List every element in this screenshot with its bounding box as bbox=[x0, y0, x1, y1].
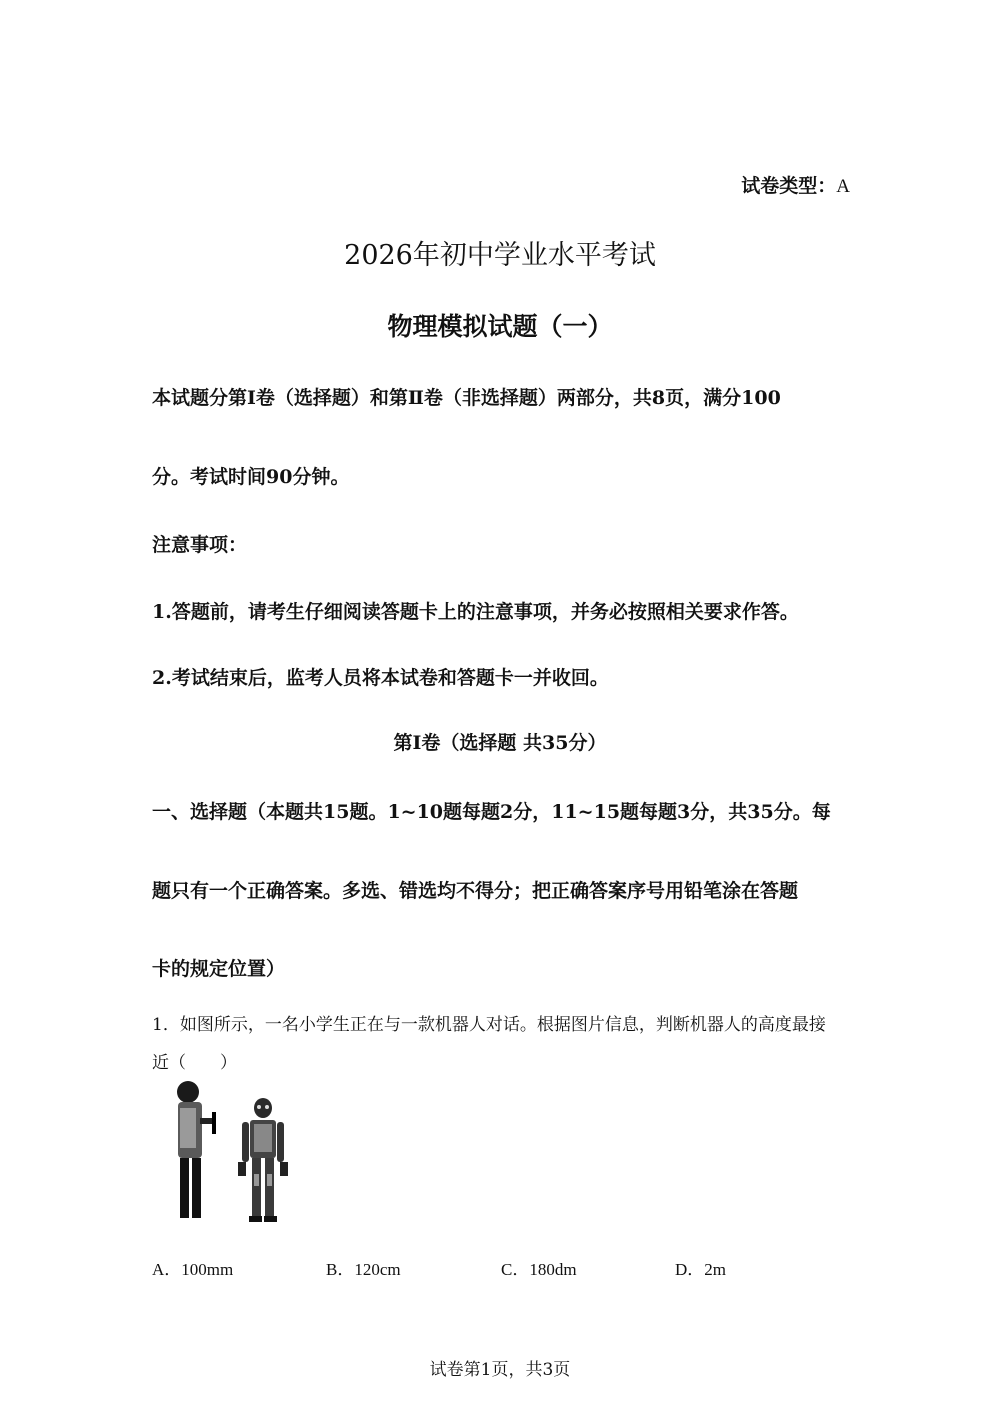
option-a: A．100mm bbox=[152, 1260, 234, 1279]
student-figure bbox=[177, 1081, 216, 1218]
notice-item-1: 1.答题前，请考生仔细阅读答题卡上的注意事项，并务必按照相关要求作答。 bbox=[152, 601, 799, 623]
question-1-stem-line-1: 1．如图所示，一名小学生正在与一款机器人对话。根据图片信息，判断机器人的高度最接 bbox=[152, 1015, 826, 1035]
section-heading: 第Ⅰ卷（选择题 共35分） bbox=[393, 732, 607, 754]
exam-subtitle: 物理模拟试题（一） bbox=[387, 312, 613, 341]
robot-figure bbox=[238, 1098, 288, 1222]
intro-line-2: 分。考试时间90分钟。 bbox=[152, 466, 350, 488]
section-instruction-line-1: 一、选择题（本题共15题。1~10题每题2分，11~15题每题3分，共35分。每 bbox=[152, 801, 831, 823]
page-footer: 试卷第1页，共3页 bbox=[429, 1360, 571, 1380]
exam-title: 2026年初中学业水平考试 bbox=[344, 240, 656, 271]
section-instruction-line-2: 题只有一个正确答案。多选、错选均不得分；把正确答案序号用铅笔涂在答题 bbox=[152, 880, 799, 902]
paper-type-value: A bbox=[836, 176, 850, 197]
option-b: B．120cm bbox=[326, 1260, 401, 1279]
notice-heading: 注意事项： bbox=[152, 534, 248, 556]
option-c: C．180dm bbox=[501, 1260, 577, 1279]
paper-type bbox=[741, 171, 850, 198]
section-instruction-line-3: 卡的规定位置） bbox=[152, 958, 286, 980]
notice-item-2: 2.考试结束后，监考人员将本试卷和答题卡一并收回。 bbox=[152, 667, 609, 689]
question-1-stem-line-2: 近（ ） bbox=[152, 1053, 237, 1073]
option-d: D．2m bbox=[675, 1260, 726, 1279]
intro-line-1: 本试题分第Ⅰ卷（选择题）和第Ⅱ卷（非选择题）两部分，共8页，满分100 bbox=[152, 387, 781, 409]
paper-type-label: 试卷类型： bbox=[741, 175, 837, 197]
student-robot-figure bbox=[166, 1078, 306, 1224]
